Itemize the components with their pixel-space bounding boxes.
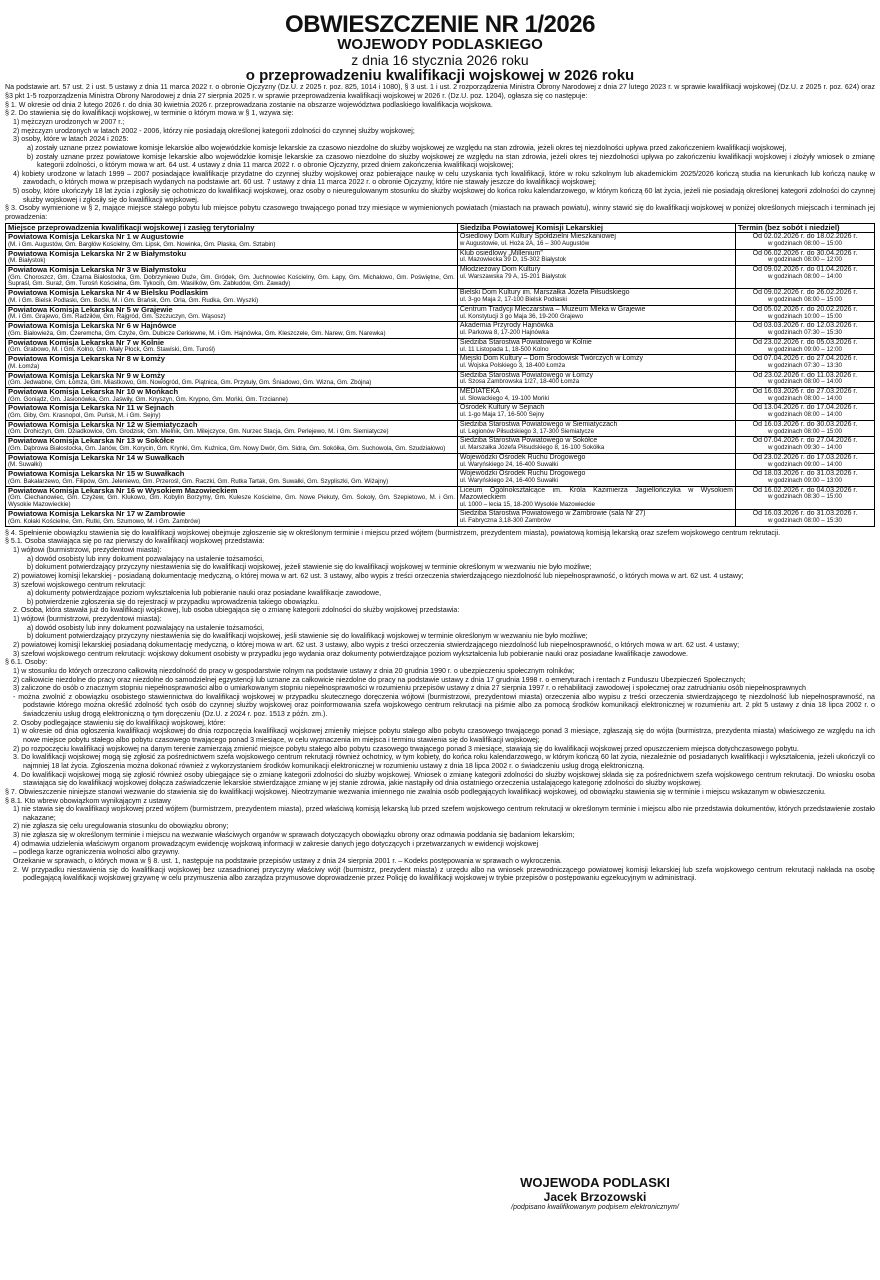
seat-address: ul. 1000 – lecia 15, 18-200 Wysokie Mazowieckie (459, 501, 595, 509)
term-hours: w godzinach 08:00 – 14:00 (767, 378, 842, 386)
seat-address: ul. 3-go Maja 2, 17-100 Bielsk Podlaski (459, 296, 567, 304)
table-row (6, 453, 875, 469)
commission-name: Powiatowa Komisja Lekarska Nr 11 w Sejnach (8, 403, 174, 413)
table-row (6, 404, 875, 420)
intro-paragraph: Na podstawie art. 57 ust. 2 i ust. 5 ustawy z dnia 11 marca 2022 r. o obronie Ojczyzny (Dz.U. z 2025 r. poz. 825, 1014 i 1080), § 3 ust. 1 i ust. 2 rozporządzenia Ministra Obrony Narodowej z dnia 27 lutego 2023 r. w sprawie kwalifikacji wojskowej (Dz.U. z 2025 r. poz. 624) oraz §3 pkt 1-5 rozporządzenia Ministra Obrony Narodowej z dnia 27 sierpnia 2025 r. w sprawie przeprowadzenia kwalifikacji wojskowej w 2026 r. (Dz.U. poz. 1204), ogłasza się co następuje: (5, 83, 875, 101)
seat-name: Akademia Przyrody Hajnówka (459, 322, 554, 330)
section-7: § 7. Obwieszczenie niniejsze stanowi wezwanie do stawienia się do kwalifikacji wojskowej. Nieotrzymanie wezwania imiennego nie zwalnia osób podlegających kwalifikacji wojskowej, od obowiązku stawienia się w terminie i miejscu wskazanym w obwieszczeniu. (5, 787, 826, 796)
commission-area: (Gm. Choroszcz, Gm. Czarna Białostocka, Gm. Dobrzyniewo Duże, Gm. Gródek, Gm. Juchnowiec Kościelny, Gm. Łapy, Gm. Michałowo, Gm. Poświętne, Gm. Supraśl, Gm. Suraż, Gm. Turośń Kościelna, Gm. Tykocin, Gm. Wasilków, Gm. Zabłudów, Gm. Zawady) (8, 273, 455, 288)
commission-cell (6, 453, 458, 469)
term-hours: w godzinach 08:00 – 15:00 (767, 296, 842, 304)
seat-name: Osiedlowy Dom Kultury Spółdzielni Mieszkaniowej (459, 233, 616, 241)
seat-name: Siedziba Starostwa Powiatowego w Kolnie (459, 338, 592, 346)
seat-name: Liceum Ogólnokształcące im. Króla Kazimierza Jagiellończyka w Wysokiem Mazowieckiem (459, 486, 733, 502)
term-dates: Od 16.03.2026 r. do 30.03.2026 r. (752, 420, 858, 428)
table-row (6, 470, 875, 486)
seat-cell (457, 404, 735, 420)
signature-note: /podpisano kwalifikowanym podpisem elektronicznym/ (511, 1204, 679, 1211)
seat-cell (457, 266, 735, 289)
header (5, 12, 875, 83)
commission-name: Powiatowa Komisja Lekarska Nr 12 w Siemiatyczach (8, 419, 198, 429)
commission-name: Powiatowa Komisja Lekarska Nr 15 w Suwałkach (8, 469, 185, 479)
table-header-term: Termin (bez sobót i niedziel) (735, 223, 874, 233)
table-row (6, 233, 875, 249)
term-dates: Od 05.02.2026 r. do 20.02.2026 r. (752, 305, 858, 313)
seat-cell (457, 486, 735, 510)
commission-name: Powiatowa Komisja Lekarska Nr 7 w Kolnie (8, 337, 165, 347)
commission-cell (6, 388, 458, 404)
signature-name: Jacek Brzozowski (543, 1190, 647, 1204)
commission-area: (Gm. Kołaki Kościelne, Gm. Rutki, Gm. Szumowo, M. i Gm. Zambrów) (8, 517, 201, 525)
term-dates: Od 18.03.2026 r. do 31.03.2026 r. (752, 470, 858, 478)
seat-name: Siedziba Starostwa Powiatowego w Siemiatyczach (459, 420, 618, 428)
section-5-item-3: 3) szefowi wojskowego centrum rekrutacji: (13, 580, 146, 589)
term-cell (735, 249, 874, 265)
section-5-item-1b: b) dokument potwierdzający przyczyny niestawienia się do kwalifikacji wojskowej, jeżeli stawienie się do kwalifikacji wojskowej w terminie określonym w wezwaniu nie było możliwe; (27, 563, 592, 572)
commission-name: Powiatowa Komisja Lekarska Nr 8 w Łomży (8, 354, 165, 364)
seat-name: MEDIATEKA (459, 388, 500, 395)
term-cell (735, 388, 874, 404)
table-row (6, 266, 875, 289)
seat-cell (457, 249, 735, 265)
commission-area: (M. i Gm. Bielsk Podlaski, Gm. Boćki, M. i Gm. Brańsk, Gm. Orla, Gm. Rudka, Gm. Wyszki) (8, 296, 259, 304)
seat-cell (457, 470, 735, 486)
commission-name: Powiatowa Komisja Lekarska Nr 6 w Hajnówce (8, 321, 177, 331)
section-2 (5, 109, 875, 204)
table-row (6, 437, 875, 453)
table-row (6, 322, 875, 338)
announcement-date: z dnia 16 stycznia 2026 roku (351, 51, 529, 68)
term-hours: w godzinach 09:00 – 13:00 (767, 477, 842, 485)
section-6-item-2: 2) całkowicie niezdolne do pracy oraz niezdolne do samodzielnej egzystencji lub uznane za całkowicie niezdolne do pracy na podstawie ustawy z dnia 17 grudnia 1998 r. o emeryturach i rentach z Funduszu Ubezpieczeń Społecznych; (13, 675, 746, 684)
section-6-item-3: 3) zaliczone do osób o znacznym stopniu niepełnosprawności albo o umiarkowanym stopniu niepełnosprawności w rozumieniu przepisów ustawy z dnia 27 sierpnia 1997 r. o rehabilitacji zawodowej i społecznej oraz zatrudnianiu osób niepełnosprawnych (13, 684, 806, 693)
section-2-item-3b: b) zostały uznane przez powiatowe komisje lekarskie albo wojewódzkie komisje lekarskie za czasowo niezdolne do służby wojskowej ze względu na stan zdrowia, jeżeli okres tej niezdolności upływa po zakończeniu kwalifikacji wojskowej i złożyły wniosek o zmianę kategorii zdolności, o którym mowa w art. 64 ust. 4 ustawy z dnia 11 marca 2022 r. o obronie Ojczyzny, przed dniem zakończenia kwalifikacji wojskowej; (27, 152, 875, 170)
commission-cell (6, 338, 458, 354)
commission-name: Powiatowa Komisja Lekarska Nr 17 w Zambrowie (8, 509, 186, 519)
commission-area: (M. Łomża) (8, 362, 40, 370)
commission-name: Powiatowa Komisja Lekarska Nr 3 w Białymstoku (8, 265, 187, 274)
signature-office: WOJEWODA PODLASKI (520, 1175, 670, 1190)
seat-name: Siedziba Starostwa Powiatowego w Sokółce (459, 437, 598, 445)
seat-name: Klub osiedlowy „Millenium” (459, 249, 543, 257)
commission-area: (Gm. Ciechanowiec, Gm. Czyżew, Gm. Klukowo, Gm. Kobylin Borzymy, Gm. Kulesze Kościelne, Gm. Nowe Piekuty, Gm. Sokoły, Gm. Szepietowo, M. i Gm. Wysokie Mazowieckie) (8, 494, 455, 509)
term-dates: Od 03.03.2026 r. do 12.03.2026 r. (752, 322, 858, 330)
term-dates: Od 13.04.2026 r. do 17.04.2026 r. (752, 404, 858, 412)
section-8-paragraph-2: 2. W przypadku niestawienia się do kwalifikacji wojskowej bez uzasadnionej przyczyny właściwy wójt (burmistrz, prezydent miasta) z urzędu albo na wniosek przewodniczącego powiatowej komisji lekarskiej lub szefa wojskowego centrum rekrutacji nakłada na osobę podlegającą kwalifikacji wojskowej grzywnę w celu przymuszenia albo zarządza przymusowe doprowadzenie przez Policję do kwalifikacji wojskowej w trybie przepisów o postępowaniu egzekucyjnym w administracji. (13, 865, 875, 883)
seat-name: Siedziba Starostwa Powiatowego w Łomży (459, 371, 593, 379)
commission-cell (6, 437, 458, 453)
term-cell (735, 437, 874, 453)
section-8-item-3: 3) nie zgłasza się w określonym terminie i miejscu na wezwanie właściwych organów w sprawach dotyczących obowiązku obrony oraz odmawia poddania się badaniom lekarskim; (13, 831, 575, 840)
commission-name: Powiatowa Komisja Lekarska Nr 14 w Suwałkach (8, 452, 185, 462)
term-cell (735, 266, 874, 289)
term-cell (735, 486, 874, 510)
seat-name: Siedziba Starostwa Powiatowego w Zambrowie (sala Nr 27) (459, 510, 646, 518)
commission-name: Powiatowa Komisja Lekarska Nr 10 w Mońkach (8, 387, 179, 396)
term-hours: w godzinach 08:30 – 15:00 (767, 493, 842, 501)
term-cell (735, 404, 874, 420)
commission-cell (6, 510, 458, 526)
section-5-item-2: 2) powiatowej komisji lekarskiej - posiadaną dokumentację medyczną, o której mowa w art. 62 ust. 3 ustawy, albo wypis z treści orzeczenia stwierdzającego niezdolność lub niepełnosprawność, o których mowa w art. 62 ust. 4 ustawy; (13, 571, 744, 580)
seat-name: Wojewódzki Ośrodek Ruchu Drogowego (459, 453, 586, 461)
section-5-p2-item-1a: a) dowód osobisty lub inny dokument pozwalający na ustalenie tożsamości, (27, 623, 264, 632)
section-8-penalty: – podlega karze ograniczenia wolności albo grzywny. (13, 848, 180, 857)
seat-name: Miejski Dom Kultury – Dom Środowisk Twórczych w Łomży (459, 355, 643, 363)
seat-address: ul. Konstytucji 3 go Maja 36, 19-200 Grajewo (459, 312, 584, 320)
seat-cell (457, 453, 735, 469)
term-hours: w godzinach 08:00 – 14:00 (767, 394, 842, 402)
seat-address: ul. 11 Listopada 1, 18-500 Kolno (459, 345, 549, 353)
seat-cell (457, 289, 735, 305)
seat-address: ul. Szosa Zambrowska 1/27, 18-400 Łomża (459, 378, 580, 386)
table-row (6, 371, 875, 387)
seat-name: Centrum Tradycji Mleczarstwa – Muzeum Mleka w Grajewie (459, 305, 646, 313)
commission-name: Powiatowa Komisja Lekarska Nr 13 w Sokółce (8, 436, 175, 446)
seat-name: Bielski Dom Kultury im. Marszałka Józefa Piłsudskiego (459, 289, 630, 297)
section-6-p2-item-2: 2) po rozpoczęciu kwalifikacji wojskowej na danym terenie zamierzają zmienić miejsce pobytu stałego albo pobytu czasowego trwającego ponad 3 miesiące, stawiają się do kwalifikacji wojskowej przed opuszczeniem miejsca dotychczasowego pobytu. (13, 744, 799, 753)
announcement-page (5, 0, 875, 1211)
commission-cell (6, 266, 458, 289)
term-hours: w godzinach 09:00 – 14:00 (767, 460, 842, 468)
term-cell (735, 305, 874, 321)
seat-address: ul. Parkowa 8, 17-200 Hajnówka (459, 329, 549, 337)
seat-name: Ośrodek Kultury w Sejnach (459, 404, 545, 412)
commission-area: (Gm. Bakałarzewo, Gm. Filipów, Gm. Jeleniewo, Gm. Przerośl, Gm. Raczki, Gm. Rutka Tartak, Gm. Suwałki, Gm. Szypliszki, Gm. Wiżajny) (8, 477, 389, 485)
seat-address: ul. 1-go Maja 17, 16-500 Sejny (459, 411, 545, 419)
term-hours: w godzinach 07:30 – 13:30 (767, 361, 842, 369)
commission-name: Powiatowa Komisja Lekarska Nr 5 w Grajewie (8, 304, 173, 314)
section-6-p2-item-1: 1) w okresie od dnia ogłoszenia kwalifikacji wojskowej do dnia rozpoczęcia kwalifikacji wojskowej zmieniły miejsce pobytu stałego albo pobytu czasowego trwającego ponad 3 miesiące, zgłaszają się do wójta (burmistrza, prezydenta miasta) właściwego ze względu na ich nowe miejsce pobytu stałego albo pobytu czasowego trwającego ponad 3 miesiące, w celu wyznaczenia im miejsca i terminu stawienia się do kwalifikacji wojskowej; (13, 727, 875, 745)
commission-area: (M. i Gm. Augustów, Gm. Bargłów Kościelny, Gm. Lipsk, Gm. Nowinka, Gm. Płaska, Gm. Sztabin) (8, 240, 276, 248)
section-4: § 4. Spełnienie obowiązku stawienia się do kwalifikacji wojskowej obejmuje zgłoszenie się w określonym terminie i miejscu przed wójtem (burmistrzem, prezydentem miasta), powiatową komisją lekarską oraz szefem wojskowego centrum rekrutacji. (5, 528, 781, 537)
section-2-item-4: 4) kobiety urodzone w latach 1999 – 2007 posiadające kwalifikacje przydatne do czynnej służby wojskowej oraz pobierające naukę w celu uzyskania tych kwalifikacji, które w roku szkolnym lub akademickim 2025/2026 kończą studia na kierunkach lub kończą naukę w zawodach, o których mowa w przepisach wydanych na podstawie art. 60 ust. 7 ustawy z dnia 11 marca 2022 r. o obronie Ojczyzny, które nie stawały jeszcze do kwalifikacji wojskowej; (13, 169, 875, 187)
commission-name: Powiatowa Komisja Lekarska Nr 9 w Łomży (8, 370, 165, 380)
seat-address: ul. Warszawska 79 A, 15-201 Białystok (459, 272, 567, 280)
section-1: § 1. W okresie od dnia 2 lutego 2026 r. do dnia 30 kwietnia 2026 r. przeprowadzana zostanie na obszarze województwa podlaskiego kwalifikacja wojskowa. (5, 100, 493, 109)
commission-area: (Gm. Giby, Gm. Krasnopol, Gm. Puńsk, M. i Gm. Sejny) (8, 411, 161, 419)
section-8-item-4: 4) odmawia udzielenia właściwym organom prowadzącym ewidencję wojskową informacji w zakresie danych jego dotyczących i przetwarzanych w ewidencji wojskowej (13, 839, 539, 848)
seat-address: ul. Waryńskiego 24, 16-400 Suwałki (459, 477, 559, 485)
table-body (6, 233, 875, 527)
authority: WOJEWODY PODLASKIEGO (337, 36, 543, 54)
term-dates: Od 07.04.2026 r. do 27.04.2026 r. (752, 355, 858, 363)
term-hours: w godzinach 08:00 – 12:00 (767, 256, 842, 264)
seat-cell (457, 510, 735, 526)
section-6-paragraph-4: 4. Do kwalifikacji wojskowej mogą się zgłosić również osoby ubiegające się o zmianę kategorii zdolności do służby wojskowej. Wniosek o zmianę kategorii zdolności do służby wojskowej składa się za pośrednictwem szefa wojskowego centrum rekrutacji. Do wniosku osoba stawiająca się do kwalifikacji wojskowej dołącza zaświadczenie lekarskie stwierdzające zmianę w jej stanie zdrowia, jakie nastąpiły od dnia ostatniego orzeczenia ustalającego kategorię zdolności do służby wojskowej. (13, 770, 875, 788)
seat-cell (457, 437, 735, 453)
commission-area: (M. Suwałki) (8, 461, 43, 469)
term-cell (735, 355, 874, 371)
commission-name: Powiatowa Komisja Lekarska Nr 1 w Augustowie (8, 232, 184, 242)
section-5-p2-item-3: 3) szefowi wojskowego centrum rekrutacji: wojskowy dokument osobisty w przypadku jego wydania oraz dokumenty potwierdzające poziom wykształcenia lub pobieranie nauki oraz posiadane kwalifikacje zawodowe. (13, 649, 689, 658)
term-hours: w godzinach 08:00 – 14:00 (767, 272, 842, 280)
commission-name: Powiatowa Komisja Lekarska Nr 4 w Bielsku Podlaskim (8, 288, 209, 298)
table-row (6, 420, 875, 436)
commission-name: Powiatowa Komisja Lekarska Nr 16 w Wysokiem Mazowieckiem (8, 485, 238, 495)
table-row (6, 249, 875, 265)
commission-cell (6, 420, 458, 436)
commission-area: (Gm. Goniądz, Gm. Jasionówka, Gm. Jaświły, Gm. Knyszyn, Gm. Krypno, Gm. Mońki, Gm. Trzcianne) (8, 395, 288, 403)
term-dates: Od 16.03.2026 r. do 27.03.2026 r. (752, 388, 858, 395)
commission-cell (6, 305, 458, 321)
term-dates: Od 23.02.2026 r. do 17.03.2026 r. (752, 453, 858, 461)
section-5-item-3a: a) dokumenty potwierdzające poziom wykształcenia lub pobieranie nauki oraz posiadane kwalifikacje zawodowe, (27, 589, 382, 598)
commission-area: (Gm. Grabowo, M. i Gm. Kolno, Gm. Mały Płock, Gm. Stawiski, Gm. Turośl) (8, 346, 215, 354)
commission-cell (6, 470, 458, 486)
section-2-item-2: 2) mężczyzn urodzonych w latach 2002 - 2006, którzy nie posiadają określonej kategorii zdolności do czynnej służby wojskowej; (13, 126, 415, 135)
term-cell (735, 322, 874, 338)
section-8-procedure: Orzekanie w sprawach, o których mowa w § 8. ust. 1, następuje na podstawie przepisów ustawy z dnia 24 sierpnia 2001 r. – Kodeks postępowania w sprawach o wykroczenia. (13, 857, 562, 865)
term-dates: Od 23.02.2026 r. do 05.03.2026 r. (752, 338, 858, 346)
document-body (5, 83, 875, 883)
section-2-item-3a: a) zostały uznane przez powiatowe komisje lekarskie albo wojewódzkie komisje lekarskie za czasowo niezdolne do służby wojskowej ze względu na stan zdrowia, jeżeli okres tej niezdolności upływa przed zakończeniem kwalifikacji wojskowej, (27, 143, 787, 152)
section-2-item-1: 1) mężczyzn urodzonych w 2007 r.; (13, 117, 125, 126)
seat-cell (457, 355, 735, 371)
section-6-item-1: 1) w stosunku do których orzeczono całkowitą niezdolność do pracy w gospodarstwie rolnym na podstawie ustawy z dnia 20 grudnia 1990 r. o ubezpieczeniu społecznym rolników; (13, 666, 575, 675)
term-hours: w godzinach 08:00 – 15:30 (767, 517, 842, 525)
table-row (6, 486, 875, 510)
table-row (6, 355, 875, 371)
seat-cell (457, 388, 735, 404)
seat-address: ul. Waryńskiego 24, 16-400 Suwałki (459, 460, 559, 468)
table-row (6, 388, 875, 404)
announcement-subject: o przeprowadzeniu kwalifikacji wojskowej w 2026 roku (245, 66, 635, 84)
commission-cell (6, 233, 458, 249)
seat-address: ul. Marszałka Józefa Piłsudskiego 8, 16-100 Sokółka (459, 444, 605, 452)
commission-area: (M. i Gm. Grajewo, Gm. Radziłów, Gm. Rajgród, Gm. Szczuczyn, Gm. Wąsosz) (8, 313, 226, 321)
section-2-item-3: 3) osoby, które w latach 2024 i 2025: (13, 135, 129, 144)
seat-cell (457, 338, 735, 354)
commission-area: (Gm. Dąbrowa Białostocka, Gm. Janów, Gm. Korycin, Gm. Krynki, Gm. Kuźnica, Gm. Nowy Dwór, Gm. Sidra, Gm. Sokółka, Gm. Suchowola, Gm. Szudziałowo) (8, 444, 446, 452)
term-cell (735, 338, 874, 354)
seat-cell (457, 371, 735, 387)
term-dates: Od 16.03.2026 r. do 31.03.2026 r. (752, 510, 858, 518)
section-2-lead: § 2. Do stawienia się do kwalifikacji wojskowej, w terminie o którym mowa w § 1, wzywa się: (5, 109, 294, 118)
term-hours: w godzinach 08:00 – 15:00 (767, 427, 842, 435)
term-dates: Od 09.02.2026 r. do 26.02.2026 r. (752, 289, 858, 297)
term-dates: Od 23.02.2026 r. do 11.03.2026 r. (752, 371, 858, 379)
section-6-lead: § 6.1. Osoby: (5, 658, 48, 667)
section-6-exemption: - można zwolnić z obowiązku osobistego stawiennictwa do kwalifikacji wojskowej w przypadku skutecznego doręczenia wójtowi (burmistrzowi, prezydentowi miasta) orzeczenia albo wypisu z treści orzeczenia stwierdzającego tę niezdolność lub niepełnosprawność, na podstawie którego można określić zdolność tych osób do czynnej służby wojskowej oraz poinformowania szefa wojskowego centrum rekrutacji na piśmie albo za pomocą środków komunikacji elektronicznej w rozumieniu art. 2 pkt 5 ustawy z dnia 18 lipca 2002 r. o świadczeniu usług drogą elektroniczną o tym doręczeniu (Dz.U. z 2024 r. poz. 1513 z późn. zm.). (13, 692, 875, 719)
seat-cell (457, 305, 735, 321)
section-2-item-5: 5) osoby, które ukończyły 18 lat życia i zgłosiły się ochotniczo do kwalifikacji wojskowej, oraz osoby o nieuregulowanym stosunku do służby wojskowej do końca roku kalendarzowego, w którym kończą 60 lat życia, jeżeli nie posiadają określonej kategorii zdolności do czynnej służby wojskowej i zgłosiły się do kwalifikacji wojskowej. (13, 187, 875, 204)
seat-address: ul. Mazowiecka 39 D, 15-302 Białystok (459, 256, 567, 264)
term-cell (735, 371, 874, 387)
commission-area: (Gm. Drohiczyn, Gm. Dziadkowice, Gm. Grodzisk, Gm. Mielnik, Gm. Milejczyce, Gm. Nurzec Stacja, Gm. Perlejewo, M. i Gm. Siemiatycze) (8, 428, 389, 436)
commission-cell (6, 404, 458, 420)
seat-cell (457, 322, 735, 338)
term-hours: w godzinach 08:00 – 14:00 (767, 411, 842, 419)
table-row (6, 289, 875, 305)
section-5-paragraph-2: 2. Osoba, która stawała już do kwalifikacji wojskowej, lub osoba ubiegająca się o zmianę kategorii zdolności do służby wojskowej przedstawia: (13, 606, 460, 615)
seat-name: Młodzieżowy Dom Kultury (459, 266, 541, 273)
commission-area: (Gm. Białowieża, Gm. Czeremcha, Gm. Czyże, Gm. Dubicze Cerkiewne, M. i Gm. Hajnówka, Gm. Kleszczele, Gm. Narew, Gm. Narewka) (8, 329, 386, 337)
seat-cell (457, 233, 735, 249)
seat-address: ul. Wojska Polskiego 3, 18-400 Łomża (459, 361, 566, 369)
term-dates: Od 06.02.2026 r. do 30.04.2026 r. (752, 249, 858, 257)
commission-area: (Gm. Jedwabne, Gm. Łomża, Gm. Miastkowo, Gm. Nowogród, Gm. Piątnica, Gm. Przytuły, Gm. Śniadowo, Gm. Wizna, Gm. Zbójna) (8, 379, 372, 387)
term-cell (735, 233, 874, 249)
term-cell (735, 510, 874, 526)
table-row (6, 305, 875, 321)
term-hours: w godzinach 07:30 – 15:30 (767, 329, 842, 337)
table-row (6, 338, 875, 354)
term-dates: Od 16.02.2026 r. do 04.03.2026 r. (752, 486, 858, 494)
table-row (6, 510, 875, 526)
commission-cell (6, 249, 458, 265)
signature-block (475, 1175, 715, 1211)
section-5 (5, 537, 875, 658)
commission-cell (6, 371, 458, 387)
seat-address: ul. Słowackiego 4, 19-100 Mońki (459, 394, 549, 402)
seat-address: ul. Legionów Piłsudskiego 3, 17-300 Siemiatycze (459, 427, 595, 435)
seat-cell (457, 420, 735, 436)
section-6-paragraph-2: 2. Osoby podlegające stawieniu się do kwalifikacji wojskowej, które: (13, 718, 226, 727)
commission-cell (6, 289, 458, 305)
seat-name: Wojewódzki Ośrodek Ruchu Drogowego (459, 470, 586, 478)
section-6-paragraph-3: 3. Do kwalifikacji wojskowej mogą się zgłosić za pośrednictwem szefa wojskowego centrum rekrutacji również ochotnicy, w tym kobiety, do końca roku kalendarzowego, w którym kończą 60 lat życia, niezależnie od posiadanych kwalifikacji i wykształcenia, jeżeli ukończyli co najmniej 18 lat życia. Zgłoszenia można dokonać również z wykorzystaniem środków komunikacji elektronicznej w rozumieniu ustawy z dnia 18 lipca 2002 r. o świadczeniu usług drogą elektroniczną. (13, 753, 875, 770)
term-dates: Od 09.02.2026 r. do 01.04.2026 r. (752, 266, 858, 273)
commission-area: (M. Białystok) (8, 257, 46, 265)
section-6 (5, 658, 875, 788)
section-8-item-2: 2) nie zgłasza się celu uregulowania stosunku do obowiązku obrony; (13, 822, 229, 831)
section-5-item-3b: b) potwierdzenie zgłoszenia się do rejestracji w przypadku wprowadzenia takiego obowiązku. (27, 597, 320, 606)
section-8 (5, 797, 875, 883)
term-dates: Od 07.04.2026 r. do 27.04.2026 r. (752, 437, 858, 445)
commission-cell (6, 355, 458, 371)
section-5-p2-item-1b: b) dokument potwierdzający przyczyny niestawienia się do kwalifikacji wojskowej, jeśli stawienie się do kwalifikacji wojskowej w terminie określonym w wezwaniu nie było możliwe; (27, 632, 588, 641)
term-cell (735, 453, 874, 469)
commission-cell (6, 322, 458, 338)
section-5-item-1a: a) dowód osobisty lub inny dokument pozwalający na ustalenie tożsamości, (27, 554, 264, 563)
term-hours: w godzinach 08:00 – 15:00 (767, 239, 842, 247)
term-cell (735, 289, 874, 305)
section-8-item-1: 1) nie stawia się do kwalifikacji wojskowej przed wójtem (burmistrzem, prezydentem miasta), przed właściwą komisją lekarską lub przed szefem wojskowego centrum rekrutacji w określonym terminie i miejscu albo nie przedstawia dokumentów, których przedstawienie zostało nakazane; (13, 805, 875, 822)
table-header-place: Miejsce przeprowadzenia kwalifikacji wojskowej i zasięg terytorialny (6, 223, 458, 233)
commission-name: Powiatowa Komisja Lekarska Nr 2 w Białymstoku (8, 248, 187, 258)
term-hours: w godzinach 09:30 – 14:00 (767, 444, 842, 452)
term-cell (735, 420, 874, 436)
term-hours: w godzinach 10:00 – 15:00 (767, 312, 842, 320)
term-hours: w godzinach 09:00 – 12:00 (767, 345, 842, 353)
seat-address: w Augustowie, ul. Hoża 2A, 16 – 300 Augustów (459, 239, 590, 247)
seat-address: ul. Fabryczna 3,18-300 Zambrów (459, 517, 551, 525)
section-5-p2-item-1: 1) wójtowi (burmistrzowi, prezydentowi miasta): (13, 615, 162, 624)
section-5-item-1: 1) wójtowi (burmistrzowi, prezydentowi miasta): (13, 545, 162, 554)
table-header-seat: Siedziba Powiatowej Komisji Lekarskiej (457, 223, 735, 233)
commission-table (5, 223, 875, 527)
term-dates: Od 02.02.2026 r. do 18.02.2026 r. (752, 233, 858, 241)
section-3: § 3. Osoby wymienione w § 2, mające miejsce stałego pobytu lub miejsce pobytu czasowego trwającego ponad trzy miesiące w wymienionych powiatach (miastach na prawach powiatu), winny stawić się do kwalifikacji wojskowej w poniżej określonych miejscach i terminach jej prowadzenia: (5, 204, 875, 221)
section-5-lead: § 5.1. Osoba stawiająca się po raz pierwszy do kwalifikacji wojskowej przedstawia: (5, 537, 265, 546)
term-cell (735, 470, 874, 486)
section-8-lead: § 8.1. Kto wbrew obowiązkom wynikającym z ustawy (5, 796, 171, 805)
commission-cell (6, 486, 458, 510)
announcement-title: OBWIESZCZENIE NR 1/2026 (285, 11, 595, 38)
section-5-p2-item-2: 2) powiatowej komisji lekarskiej posiadaną dokumentację medyczną, o której mowa w art. 62 ust. 3 ustawy, albo wypis z treści orzeczenia stwierdzającego niezdolność lub niepełnosprawność, o których mowa w art. 62 ust. 4 ustawy; (13, 640, 740, 649)
